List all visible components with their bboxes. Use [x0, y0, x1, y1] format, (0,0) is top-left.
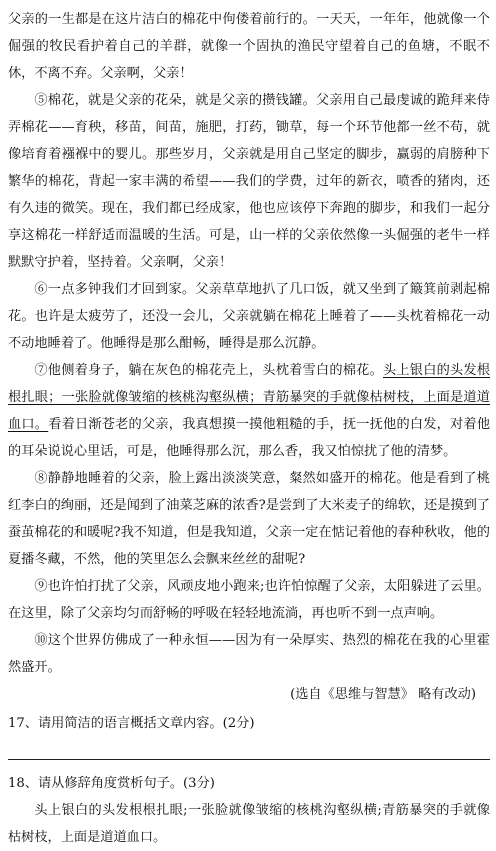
paragraph-7-lead: ⑦他侧着身子，躺在灰色的棉花壳上，头枕着雪白的棉花。: [34, 363, 383, 378]
paragraph-10: ⑩这个世界仿佛成了一种永恒——因为有一朵厚实、热烈的棉花在我的心里霍然盛开。: [8, 633, 490, 675]
question-17: 17、请用简洁的语言概括文章内容。(2分): [8, 716, 255, 731]
paragraph-7: [8, 357, 490, 465]
paragraph-intro: 父亲的一生都是在这片洁白的棉花中佝偻着前行的。一天天，一年年，他就像一个倔强的牧民看护着自己的羊群，就像一个固执的渔民守望着自己的鱼塘，不眠不休，不离不弃。父亲啊，父亲！: [8, 12, 490, 81]
document-page: [8, 6, 490, 851]
paragraph-8: ⑧静静地睡着的父亲，脸上露出淡淡笑意，粲然如盛开的棉花。他是看到了桃红李白的绚丽，还是闻到了油菜芝麻的浓香?是尝到了大米麦子的绵软，还是摸到了蚕茧棉花的和暖呢?我不知道，但是我知道，父亲一定在惦记着他的春种秋收，他的夏播冬藏，不然，他的笑里怎么会飘来丝丝的甜呢?: [8, 471, 490, 567]
underlined-sentence: 头上银白的头发根根扎眼；一张脸就像皱缩的核桃沟壑纵横；青筋暴突的手就像枯树枝，上面是道道血口。: [8, 363, 491, 432]
paragraph-9: ⑨也许怕打扰了父亲，风顽皮地小跑来;也许怕惊醒了父亲，太阳躲进了云里。在这里，除了父亲均匀而舒畅的呼吸在轻轻地流淌，再也听不到一点声响。: [8, 579, 490, 621]
question-18-quote: 头上银白的头发根根扎眼;一张脸就像皱缩的核桃沟壑纵横;青筋暴突的手就像枯树枝，上面是道道血口。: [8, 803, 490, 845]
answer-line: [8, 759, 490, 760]
question-18: 18、请从修辞角度赏析句子。(3分): [8, 776, 215, 791]
paragraph-6: ⑥一点多钟我们才回到家。父亲草草地扒了几口饭，就又坐到了簸箕前剥起棉花。也许是太疲劳了，还没一会儿，父亲就躺在棉花上睡着了——头枕着棉花一动不动地睡着了。他睡得是那么酣畅，睡得是那么沉静。: [8, 282, 490, 351]
paragraph-5: ⑤棉花，就是父亲的花朵，就是父亲的攒钱罐。父亲用自己最虔诚的跪拜来侍弄棉花——育秧，移苗，间苗，施肥，打药，锄草，每一个环节他都一丝不苟，就像培育着襁褓中的婴儿。那些岁月，父亲就是用自己坚定的脚步，赢弱的肩膀种下繁华的棉花，背起一家丰满的希望——我们的学费，过年的新衣，喷香的猪肉，还有久违的微笑。现在，我们都已经成家，他也应该停下奔跑的脚步，和我们一起分享这棉花一样舒适而温暖的生活。可是，山一样的父亲依然像一头倔强的老牛一样默默守护着，坚持着。父亲啊，父亲！: [8, 93, 490, 270]
source-citation: (选自《思维与智慧》 略有改动): [290, 687, 476, 702]
paragraph-7-tail: 看着日渐苍老的父亲，我真想摸一摸他粗糙的手，抚一抚他的白发，对着他的耳朵说说心里话，可是，他睡得那么沉，那么香，我又怕惊扰了他的清梦。: [8, 417, 491, 459]
